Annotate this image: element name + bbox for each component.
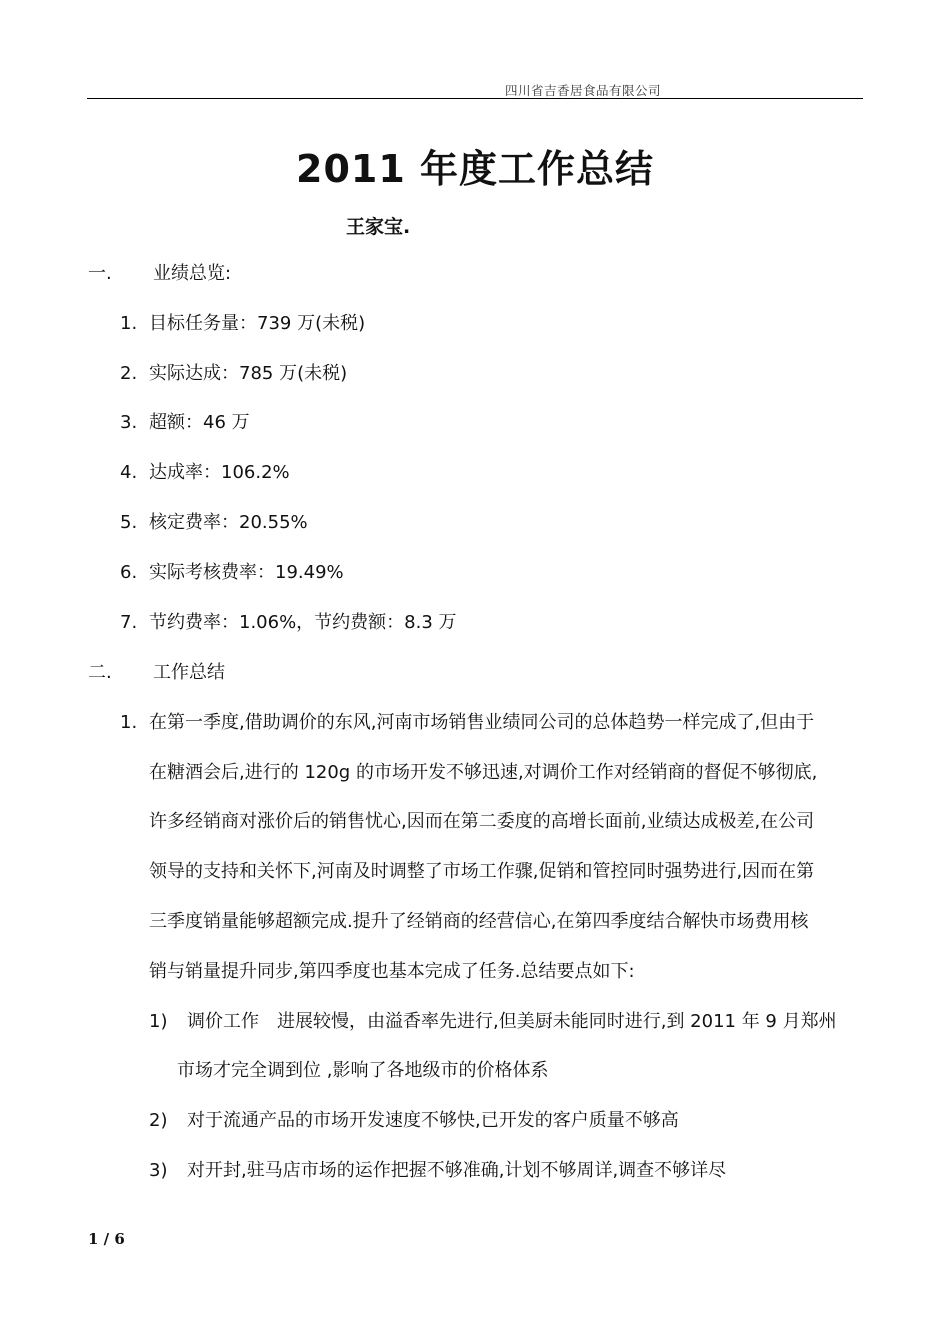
sub-item-text: 调价工作 进展较慢，由溢香率先进行,但美厨未能同时进行,到 2011 年 9 月郑州 xyxy=(187,1011,837,1032)
page-number: 1 / 6 xyxy=(88,1230,125,1248)
document-title: 2011 年度工作总结 xyxy=(296,147,654,191)
item-number: 3. xyxy=(120,412,138,433)
item-number: 6. xyxy=(120,562,138,583)
section-2-number: 二. xyxy=(88,662,112,683)
sub-item-text: 对于流通产品的市场开发速度不够快,已开发的客户质量不够高 xyxy=(187,1110,679,1131)
item-text: 节约费率：1.06%，节约费额：8.3 万 xyxy=(149,612,457,633)
item-text: 超额：46 万 xyxy=(149,412,250,433)
sub-item-text: 市场才完全调到位 ,影响了各地级市的价格体系 xyxy=(177,1060,549,1081)
paragraph-text: 三季度销量能够超额完成.提升了经销商的经营信心,在第四季度结合解快市场费用核 xyxy=(149,911,809,932)
sub-item-number: 1) xyxy=(149,1011,168,1032)
sub-item-text: 对开封,驻马店市场的运作把握不够准确,计划不够周详,调查不够详尽 xyxy=(187,1160,727,1181)
sub-item-number: 3) xyxy=(149,1160,168,1181)
item-text: 目标任务量：739 万(未税) xyxy=(149,313,366,334)
section-1-number: 一. xyxy=(88,263,112,284)
item-text: 达成率：106.2% xyxy=(149,462,290,483)
item-number: 4. xyxy=(120,462,138,483)
paragraph-text: 在糖酒会后,进行的 120g 的市场开发不够迅速,对调价工作对经销商的督促不够彻底, xyxy=(149,762,818,783)
paragraph-text: 在第一季度,借助调价的东风,河南市场销售业绩同公司的总体趋势一样完成了,但由于 xyxy=(149,712,815,733)
author-name: 王家宝. xyxy=(346,216,411,238)
item-number: 5. xyxy=(120,512,138,533)
page-header xyxy=(87,78,863,99)
paragraph-text: 销与销量提升同步,第四季度也基本完成了任务.总结要点如下: xyxy=(149,961,635,982)
section-2-label: 工作总结 xyxy=(153,662,225,683)
paragraph-text: 领导的支持和关怀下,河南及时调整了市场工作骤,促销和管控同时强势进行,因而在第 xyxy=(149,861,815,882)
item-number: 1. xyxy=(120,313,138,334)
section-1-label: 业绩总览: xyxy=(153,263,232,284)
item-text: 实际考核费率：19.49% xyxy=(149,562,344,583)
company-name: 四川省吉香居食品有限公司 xyxy=(504,83,661,98)
paragraph-text: 许多经销商对涨价后的销售忧心,因而在第二委度的高增长面前,业绩达成极差,在公司 xyxy=(149,811,815,832)
paragraph-number: 1. xyxy=(120,712,138,733)
item-text: 核定费率：20.55% xyxy=(149,512,308,533)
item-number: 7. xyxy=(120,612,138,633)
item-number: 2. xyxy=(120,363,138,384)
item-text: 实际达成：785 万(未税) xyxy=(149,363,348,384)
sub-item-number: 2) xyxy=(149,1110,168,1131)
